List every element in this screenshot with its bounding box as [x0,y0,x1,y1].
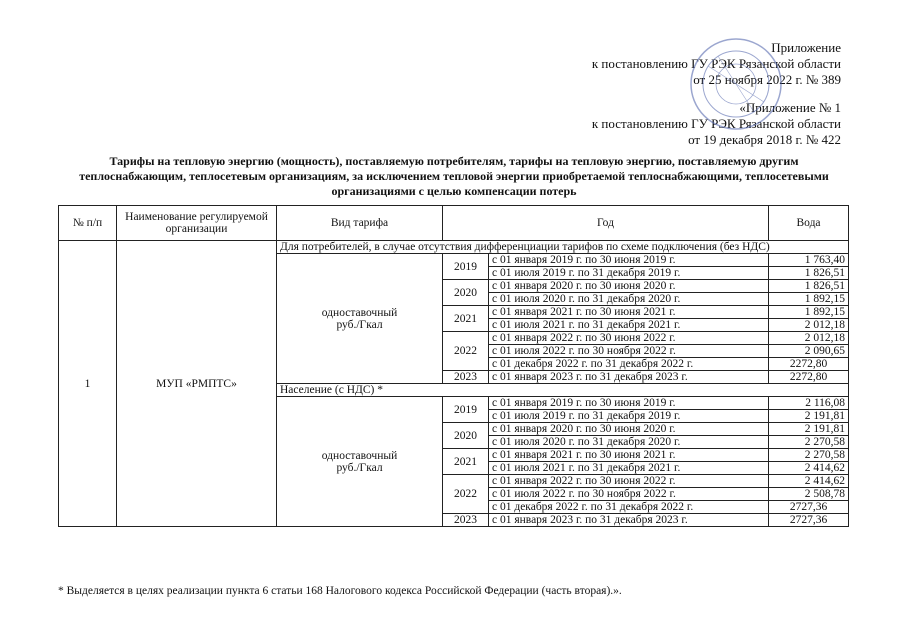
value-cell: 2 191,81 [769,423,849,436]
tariff-type-cell [277,397,443,527]
period-cell: с 01 января 2019 г. по 30 июня 2019 г. [489,397,769,410]
header-num: № п/п [59,206,117,241]
year-cell: 2022 [443,475,489,514]
header-org: Наименование регулируемой организации [117,206,277,241]
value-cell: 1 892,15 [769,293,849,306]
header-line: от 25 ноября 2022 г. № 389 [693,72,841,87]
period-cell: с 01 января 2022 г. по 30 июня 2022 г. [489,475,769,488]
period-cell: с 01 января 2023 г. по 31 декабря 2023 г. [489,514,769,527]
year-cell: 2021 [443,449,489,475]
value-cell: 1 892,15 [769,306,849,319]
year-cell: 2019 [443,397,489,423]
period-cell: с 01 июля 2020 г. по 31 декабря 2020 г. [489,436,769,449]
year-cell: 2020 [443,423,489,449]
period-cell: с 01 июля 2020 г. по 31 декабря 2020 г. [489,293,769,306]
period-cell: с 01 января 2021 г. по 30 июня 2021 г. [489,306,769,319]
header-line: от 19 декабря 2018 г. № 422 [688,132,841,147]
year-cell: 2021 [443,306,489,332]
value-cell: 1 826,51 [769,280,849,293]
header-line: «Приложение № 1 [739,100,841,115]
period-cell: с 01 января 2021 г. по 30 июня 2021 г. [489,449,769,462]
value-cell: 2272,80 [769,371,849,384]
period-cell: с 01 января 2023 г. по 31 декабря 2023 г. [489,371,769,384]
header-line: Приложение [771,40,841,55]
document-header [592,40,841,148]
value-cell: 1 763,40 [769,254,849,267]
value-cell: 2 270,58 [769,436,849,449]
value-cell: 2 414,62 [769,462,849,475]
period-cell: с 01 января 2020 г. по 30 июня 2020 г. [489,423,769,436]
header-line: к постановлению ГУ РЭК Рязанской области [591,116,841,131]
value-cell: 2 116,08 [769,397,849,410]
organization-name: МУП «РМПТС» [117,241,277,527]
tariff-unit: руб./Гкал [336,461,383,474]
value-cell: 1 826,51 [769,267,849,280]
period-cell: с 01 января 2020 г. по 30 июня 2020 г. [489,280,769,293]
page-title: Тарифы на тепловую энергию (мощность), поставляемую потребителям, тарифы на тепловую энергию, поставляемую другим теплоснабжающим, теплосетевым организациям, за исключением тепловой энергии приобретаемой теплоснабжающими, теплосетевыми организациями с целью компенсации потерь [79,154,829,198]
value-cell: 2727,36 [769,514,849,527]
value-cell: 2272,80 [769,358,849,371]
section-label: Для потребителей, в случае отсутствия дифференциации тарифов по схеме подключения (без НДС) [277,241,849,254]
period-cell: с 01 июля 2022 г. по 30 ноября 2022 г. [489,488,769,501]
value-cell: 2 270,58 [769,449,849,462]
header-water: Вода [769,206,849,241]
value-cell: 2 508,78 [769,488,849,501]
table-row [59,241,849,254]
tariff-kind: одноставочный [321,449,398,462]
period-cell: с 01 декабря 2022 г. по 31 декабря 2022 г. [489,501,769,514]
period-cell: с 01 января 2022 г. по 30 июня 2022 г. [489,332,769,345]
header-year: Год [443,206,769,241]
year-cell: 2022 [443,332,489,371]
header-line: к постановлению ГУ РЭК Рязанской области [591,56,841,71]
value-cell: 2 090,65 [769,345,849,358]
tariff-type-cell [277,254,443,384]
period-cell: с 01 июля 2021 г. по 31 декабря 2021 г. [489,462,769,475]
header-type: Вид тарифа [277,206,443,241]
section-label: Население (с НДС) * [277,384,849,397]
year-cell: 2023 [443,371,489,384]
value-cell: 2727,36 [769,501,849,514]
period-cell: с 01 января 2019 г. по 30 июня 2019 г. [489,254,769,267]
value-cell: 2 414,62 [769,475,849,488]
tariff-table [58,205,849,527]
year-cell: 2020 [443,280,489,306]
table-header-row [59,206,849,241]
period-cell: с 01 июля 2019 г. по 31 декабря 2019 г. [489,410,769,423]
period-cell: с 01 июля 2022 г. по 30 ноября 2022 г. [489,345,769,358]
footnote: * Выделяется в целях реализации пункта 6 статьи 168 Налогового кодекса Российской Федерации (часть вторая).». [58,585,622,597]
period-cell: с 01 июля 2019 г. по 31 декабря 2019 г. [489,267,769,280]
value-cell: 2 012,18 [769,332,849,345]
year-cell: 2023 [443,514,489,527]
row-number: 1 [59,241,117,527]
value-cell: 2 191,81 [769,410,849,423]
value-cell: 2 012,18 [769,319,849,332]
year-cell: 2019 [443,254,489,280]
period-cell: с 01 июля 2021 г. по 31 декабря 2021 г. [489,319,769,332]
tariff-kind: одноставочный [321,306,398,319]
tariff-unit: руб./Гкал [336,318,383,331]
period-cell: с 01 декабря 2022 г. по 31 декабря 2022 г. [489,358,769,371]
